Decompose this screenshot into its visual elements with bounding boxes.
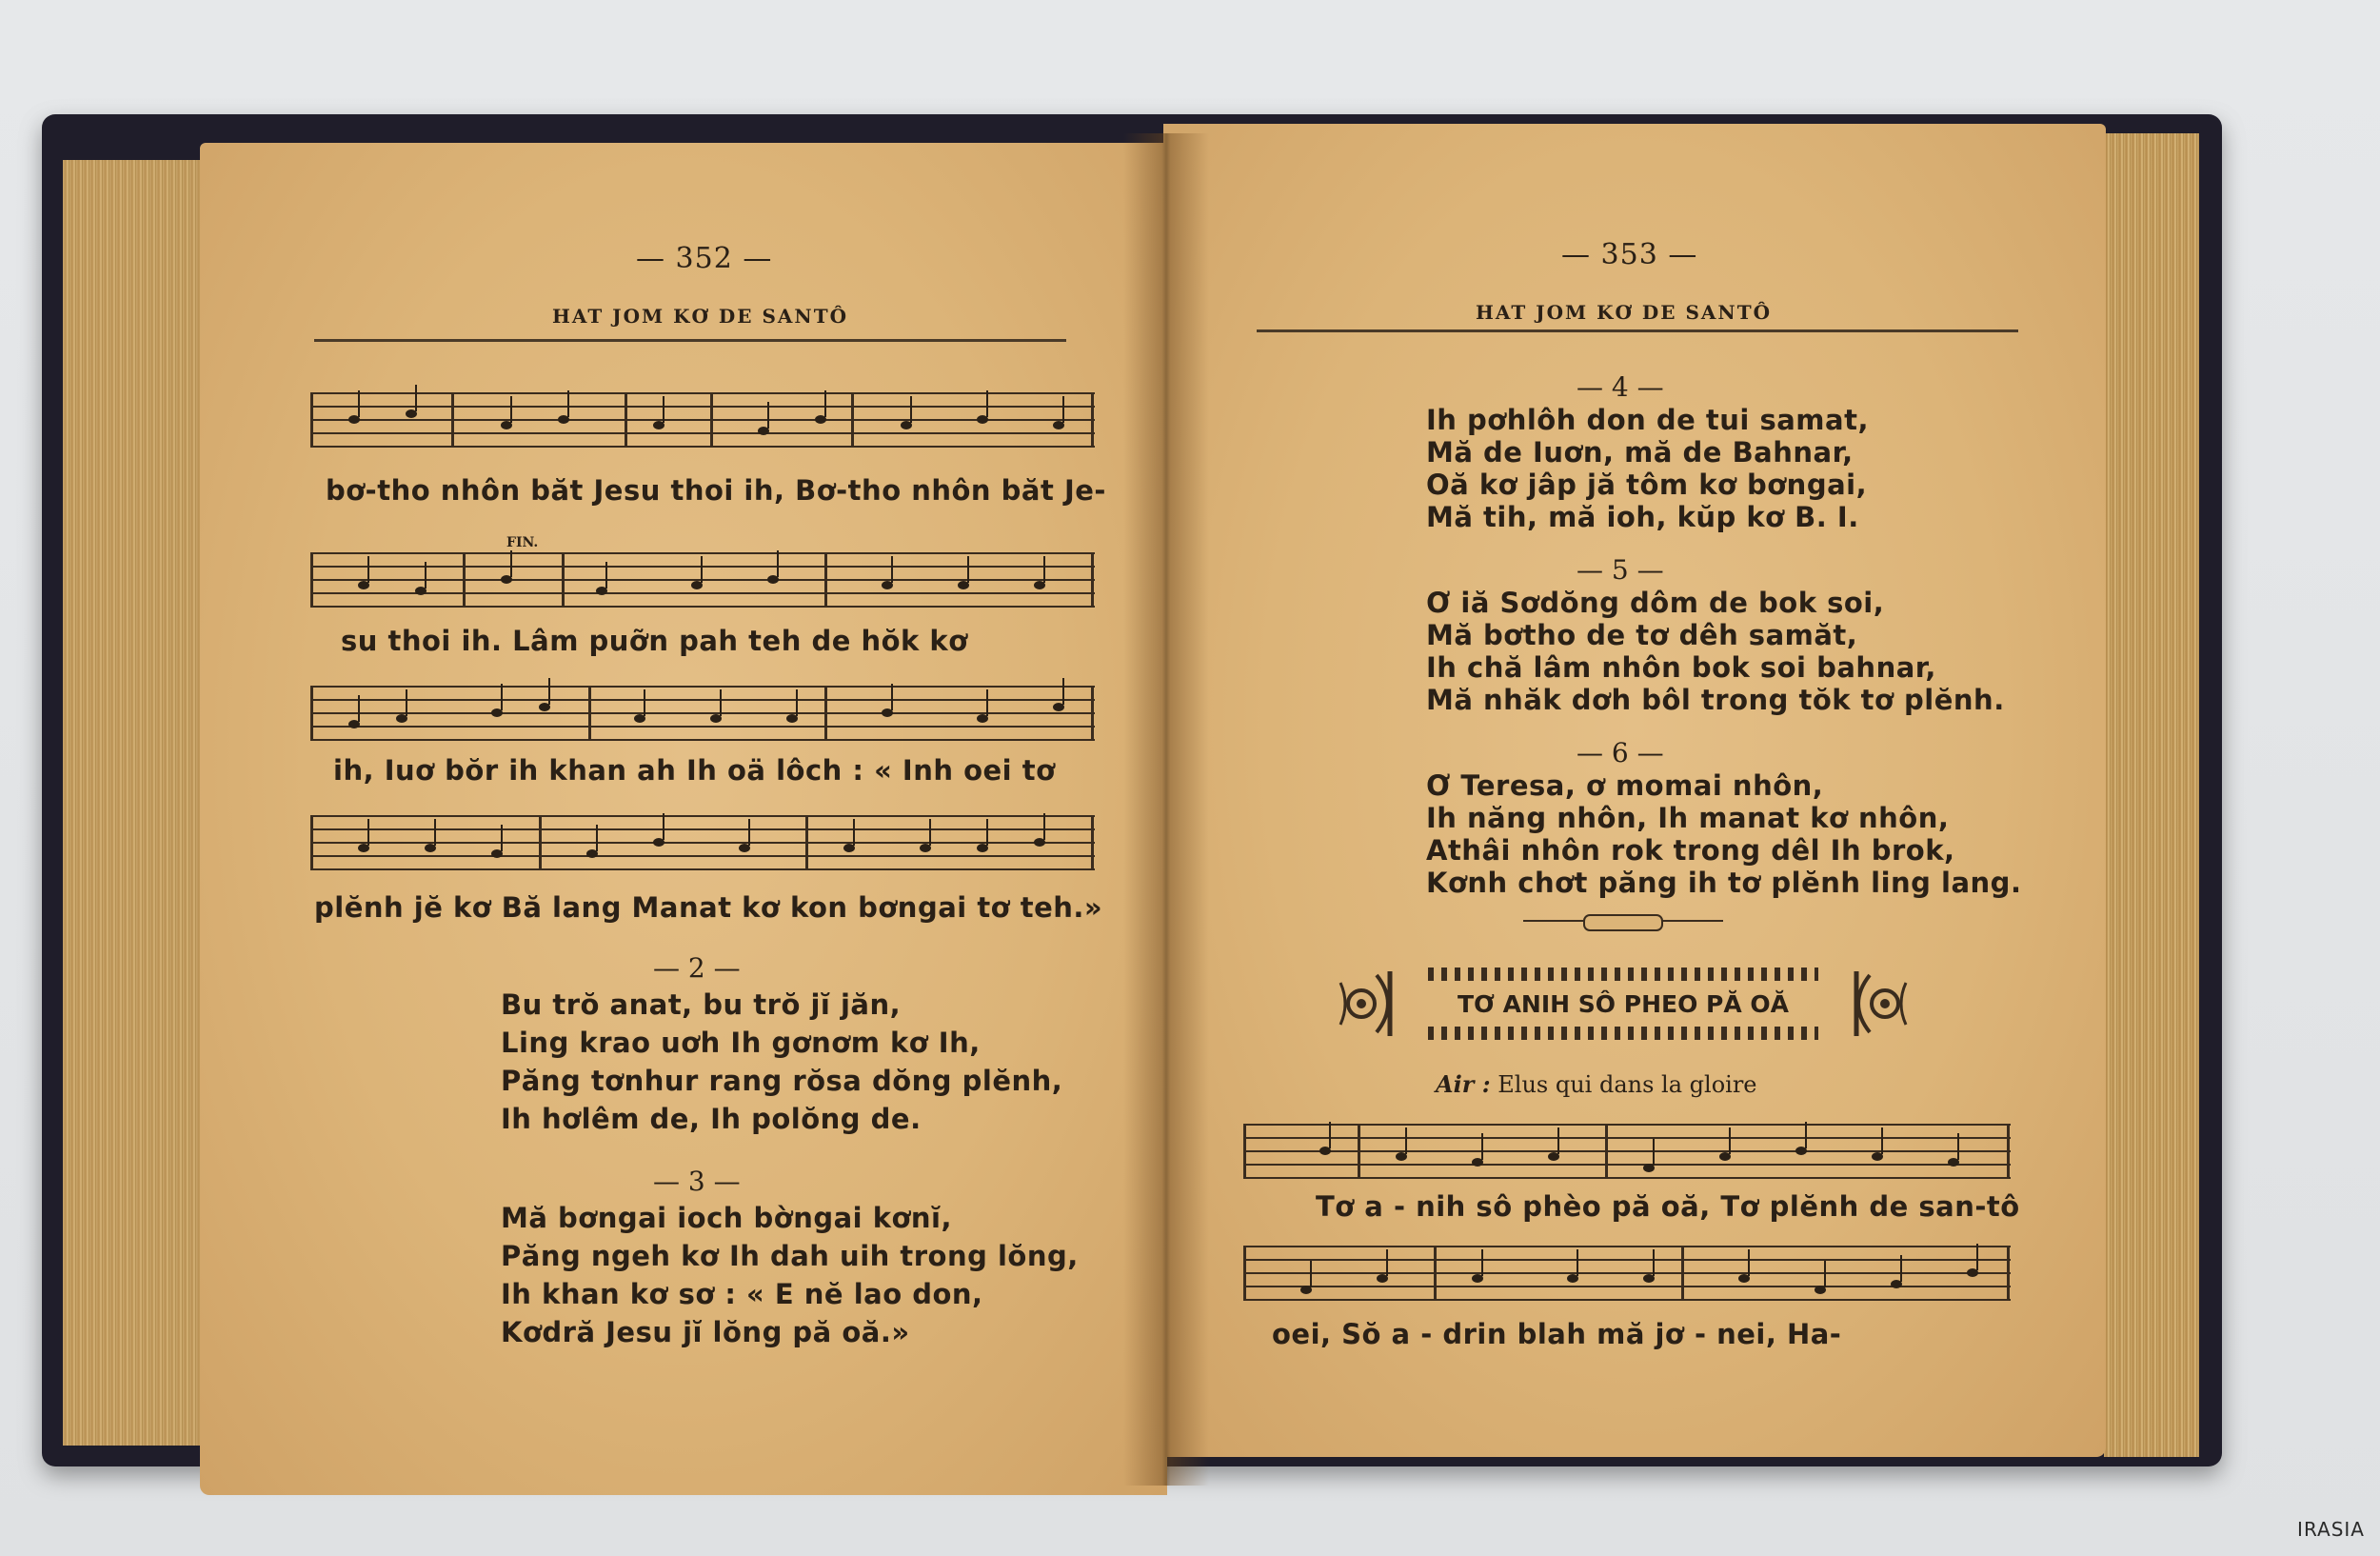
hymn-title-banner [1333, 964, 1914, 1044]
verse-line: Ih pơhlôh don de tui samat, [1426, 404, 1869, 436]
verse-number: — 2 — [653, 952, 741, 984]
hymn-title: TƠ ANIH SÔ PHEO PĂ OĂ [1457, 990, 1789, 1018]
music-staff-left-1 [310, 392, 1095, 453]
verse-line: Păng tơnhur rang rŏsa dŏng plĕnh, [501, 1065, 1063, 1097]
verse-line: Oă kơ jâp jă tôm kơ bơngai, [1426, 469, 1868, 501]
lyric-line: ih, Iuơ bŏr ih khan ah Ih oä lôch : « Inh oei tơ [333, 754, 1056, 787]
verse-line: Mă de Iuơn, mă de Bahnar, [1426, 436, 1854, 469]
fin-mark: FIN. [506, 535, 539, 550]
watermark: IRASIA [2297, 1518, 2365, 1541]
right-head-rule [1257, 329, 2018, 332]
verse-number: — 4 — [1577, 371, 1664, 403]
verse-number: — 3 — [653, 1166, 741, 1197]
left-page-number: — 352 — [636, 242, 773, 275]
verse-line: Mă tih, mă ioh, kŭp kơ B. I. [1426, 501, 1859, 533]
right-running-head: HAT JOM KƠ DE SANTÔ [1476, 301, 1773, 324]
music-staff-right-1 [1243, 1124, 2011, 1185]
verse-line: Ling krao uơh Ih gơnơm kơ Ih, [501, 1027, 981, 1059]
verse-line: Mă bơtho de tơ dêh samăt, [1426, 619, 1858, 651]
verse-line: Păng ngeh kơ Ih dah uih trong lŏng, [501, 1240, 1079, 1272]
verse-line: Ơ iă Sơdŏng dôm de bok soi, [1426, 587, 1885, 619]
verse-line: Mă bơngai ioch bờngai kơnĭ, [501, 1202, 953, 1234]
book-gutter [1123, 133, 1209, 1486]
verse-line: Ih năng nhôn, Ih manat kơ nhôn, [1426, 802, 1950, 834]
verse-number: — 5 — [1577, 554, 1664, 586]
music-staff-left-3 [310, 686, 1095, 747]
verse-line: Ih khan kơ sơ : « E nĕ lao don, [501, 1278, 983, 1310]
air-text: Elus qui dans la gloire [1497, 1071, 1757, 1098]
right-page-number: — 353 — [1561, 238, 1698, 271]
lyric-line: oei, Sŏ a - drin blah mă jơ - nei, Ha- [1272, 1318, 1842, 1350]
verse-number: — 6 — [1577, 737, 1664, 768]
music-staff-right-2 [1243, 1246, 2011, 1307]
floral-flourish-icon [1828, 964, 1914, 1044]
left-running-head: HAT JOM KƠ DE SANTÔ [552, 305, 849, 328]
left-head-rule [314, 339, 1066, 342]
verse-line: Kơnh chơt păng ih tơ plĕnh ling lang. [1426, 867, 2022, 899]
verse-line: Ih hơlêm de, Ih polŏng de. [501, 1103, 922, 1135]
page-edges-left [63, 160, 206, 1446]
air-label: Air : [1436, 1070, 1491, 1098]
floral-flourish-icon [1333, 964, 1418, 1044]
music-staff-left-2 [310, 552, 1095, 613]
verse-line: Ơ Teresa, ơ momai nhôn, [1426, 769, 1824, 802]
lyric-line: su thoi ih. Lâm puỡn pah teh de hŏk kơ [341, 625, 968, 657]
verse-line: Athâi nhôn rok trong dêl Ih brok, [1426, 834, 1955, 867]
lyric-line: plĕnh jĕ kơ Bă lang Manat kơ kon bơngai tơ teh.» [314, 891, 1103, 924]
ornament-divider [1523, 914, 1723, 928]
music-staff-left-4 [310, 815, 1095, 876]
lyric-line: bơ-tho nhôn băt Jesu thoi ih, Bơ-tho nhôn băt Je- [326, 474, 1106, 507]
verse-line: Bu trŏ anat, bu trŏ jĭ jăn, [501, 988, 902, 1021]
verse-line: Mă nhăk dơh bôl trong tŏk tơ plĕnh. [1426, 684, 2005, 716]
verse-line: Ih chă lâm nhôn bok soi bahnar, [1426, 651, 1936, 684]
lyric-line: Tơ a - nih sô phèo pă oă, Tơ plĕnh de san-tô [1316, 1190, 2020, 1223]
verse-line: Kơdră Jesu jĭ lŏng pă oă.» [501, 1316, 910, 1348]
air-note [1436, 1070, 1757, 1098]
page-edges-right [2104, 133, 2199, 1457]
